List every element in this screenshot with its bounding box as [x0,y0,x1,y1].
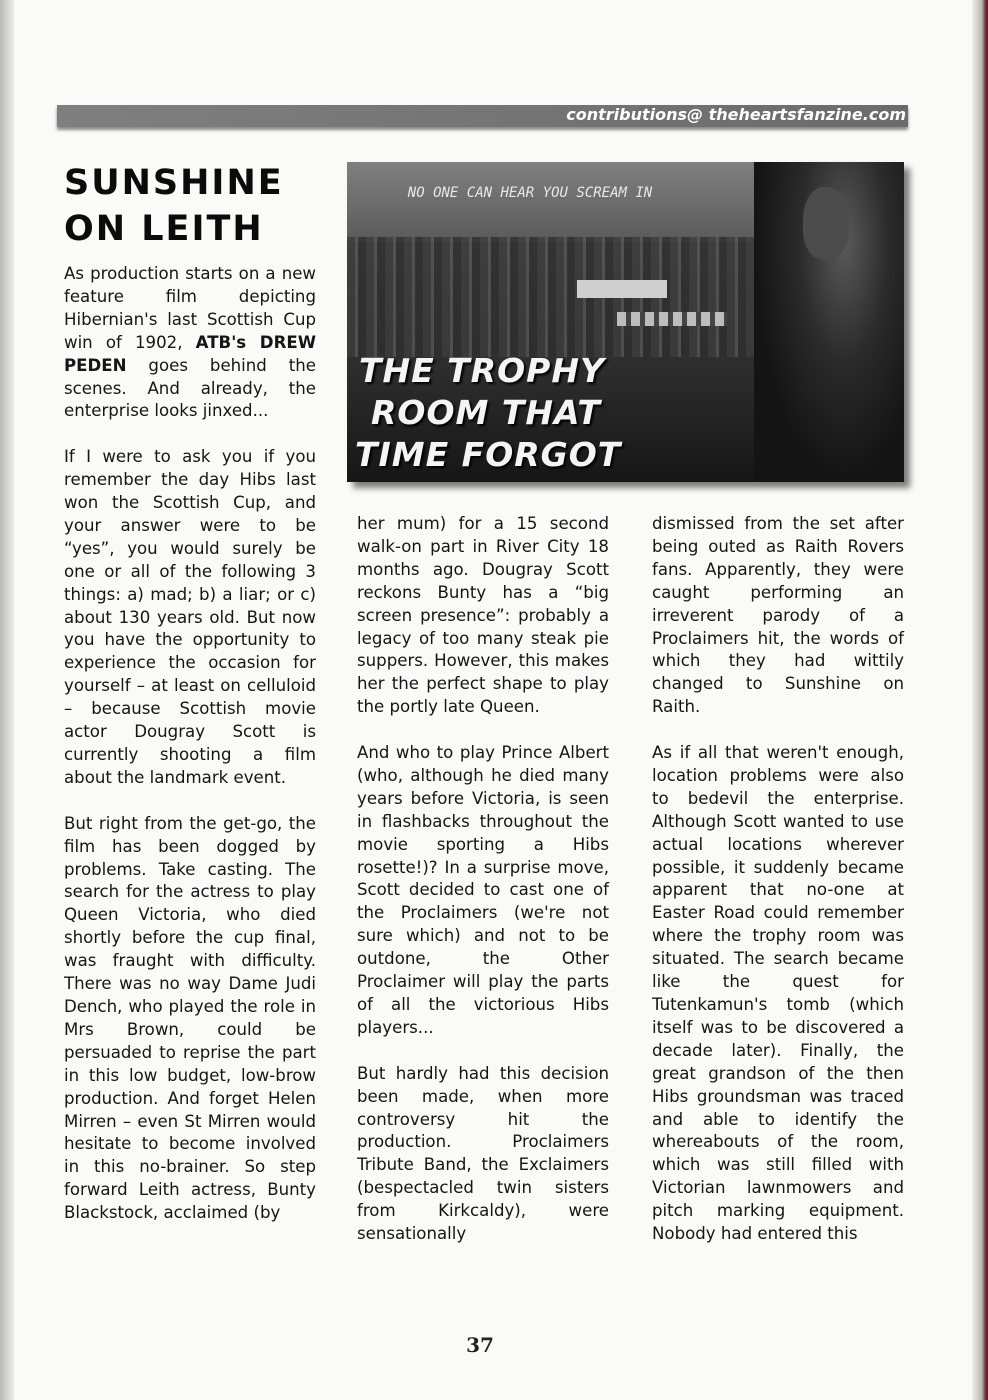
image-building [577,280,667,298]
paragraph: And who to play Prince Albert (who, although he died many years before Victoria, is seen in flashbacks throughout the movie sporting a Hibs rosette!)? In a surprise move, Scott decided to cast one of the Proclaimers (we're not sure which) and not to be outdone, the Other Proclaimer will play the parts of all the victorious Hibs players... [357,743,609,1037]
paragraph: As if all that weren't enough, location problems were also to bedevil the enterprise. Although Scott wanted to use actual locations wherever possible, it suddenly became apparent that no-one at Easter Road could remember where the trophy room was situated. The search became like the quest for Tutenkamun's tomb (which itself was to be discovered a decade later). Finally, the great grandson of the then Hibs groundsman was traced and able to identify the whereabouts of the room, which was still filled with Victorian lawnmowers and pitch marking equipment. Nobody had entered this [652,743,904,1244]
page-number: 37 [466,1333,494,1357]
text-column-2 [357,513,609,1246]
article-image [347,162,904,482]
paragraph: dismissed from the set after being outed as Raith Rovers fans. Apparently, they were caught performing an irreverent parody of a Proclaimers hit, the words of which they had wittily changed to Sunshine on Raith. [652,514,904,717]
text-column-3 [652,513,904,1246]
intro-paragraph [64,263,316,423]
image-title-line-3: TIME FORGOT [355,435,622,474]
image-hooded-figure [754,162,904,482]
headline-line-2: ON LEITH [64,209,264,249]
intro-text-a: As production starts on a new feature film depicting Hibernian's last Scottish Cup win of 1902, [64,264,316,352]
author-byline: ATB's DREW PEDEN [64,332,316,375]
header-contact: contributions@ theheartsfanzine.com [566,105,906,124]
paragraph: her mum) for a 15 second walk-on part in River City 18 months ago. Dougray Scott reckons Bunty has a “big screen presence”: probably a legacy of too many steak pie suppers. However, this makes her the perfect shape to play the portly late Queen. [357,514,609,717]
magazine-edge [972,0,988,1400]
header-bar [57,105,908,127]
text-column-1 [64,263,316,1225]
article-headline [64,160,322,252]
image-face [803,187,849,259]
image-title-line-2: ROOM THAT [371,393,601,432]
intro-text-b: goes behind the scenes. And already, the enterprise looks jinxed... [64,355,316,421]
headline-line-1: SUNSHINE [64,163,284,203]
page-gutter-shadow [0,0,14,1400]
paragraph: But right from the get-go, the film has been dogged by problems. Take casting. The search for the actress to play Queen Victoria, who died shortly before the cup final, was fraught with difficulty. There was no way Dame Judi Dench, who played the role in Mrs Brown, could be persuaded to reprise the part in this low budget, low-brow production. And forget Helen Mirren – even St Mirren would hesitate to become involved in this no-brainer. So step forward Leith actress, Bunty Blackstock, acclaimed (by [64,813,316,1223]
image-title [355,350,621,476]
image-caption: NO ONE CAN HEAR YOU SCREAM IN [407,185,653,201]
paragraph: But hardly had this decision been made, when more controversy hit the production. Proclaimers Tribute Band, the Exclaimers (bespectacled twin sisters from Kirkcaldy), were sensationally [357,1063,609,1244]
image-title-line-1: THE TROPHY [359,351,605,390]
paragraph: If I were to ask you if you remember the day Hibs last won the Scottish Cup, and your answer were to be “yes”, you would surely be one or all of the following 3 things: a) mad; b) a liar; or c) about 130 years old. But now you have the opportunity to experience the occasion for yourself – at least on celluloid – because Scottish movie actor Dougray Scott is currently shooting a film about the landmark event. [64,447,316,787]
image-building-windows [617,312,727,326]
